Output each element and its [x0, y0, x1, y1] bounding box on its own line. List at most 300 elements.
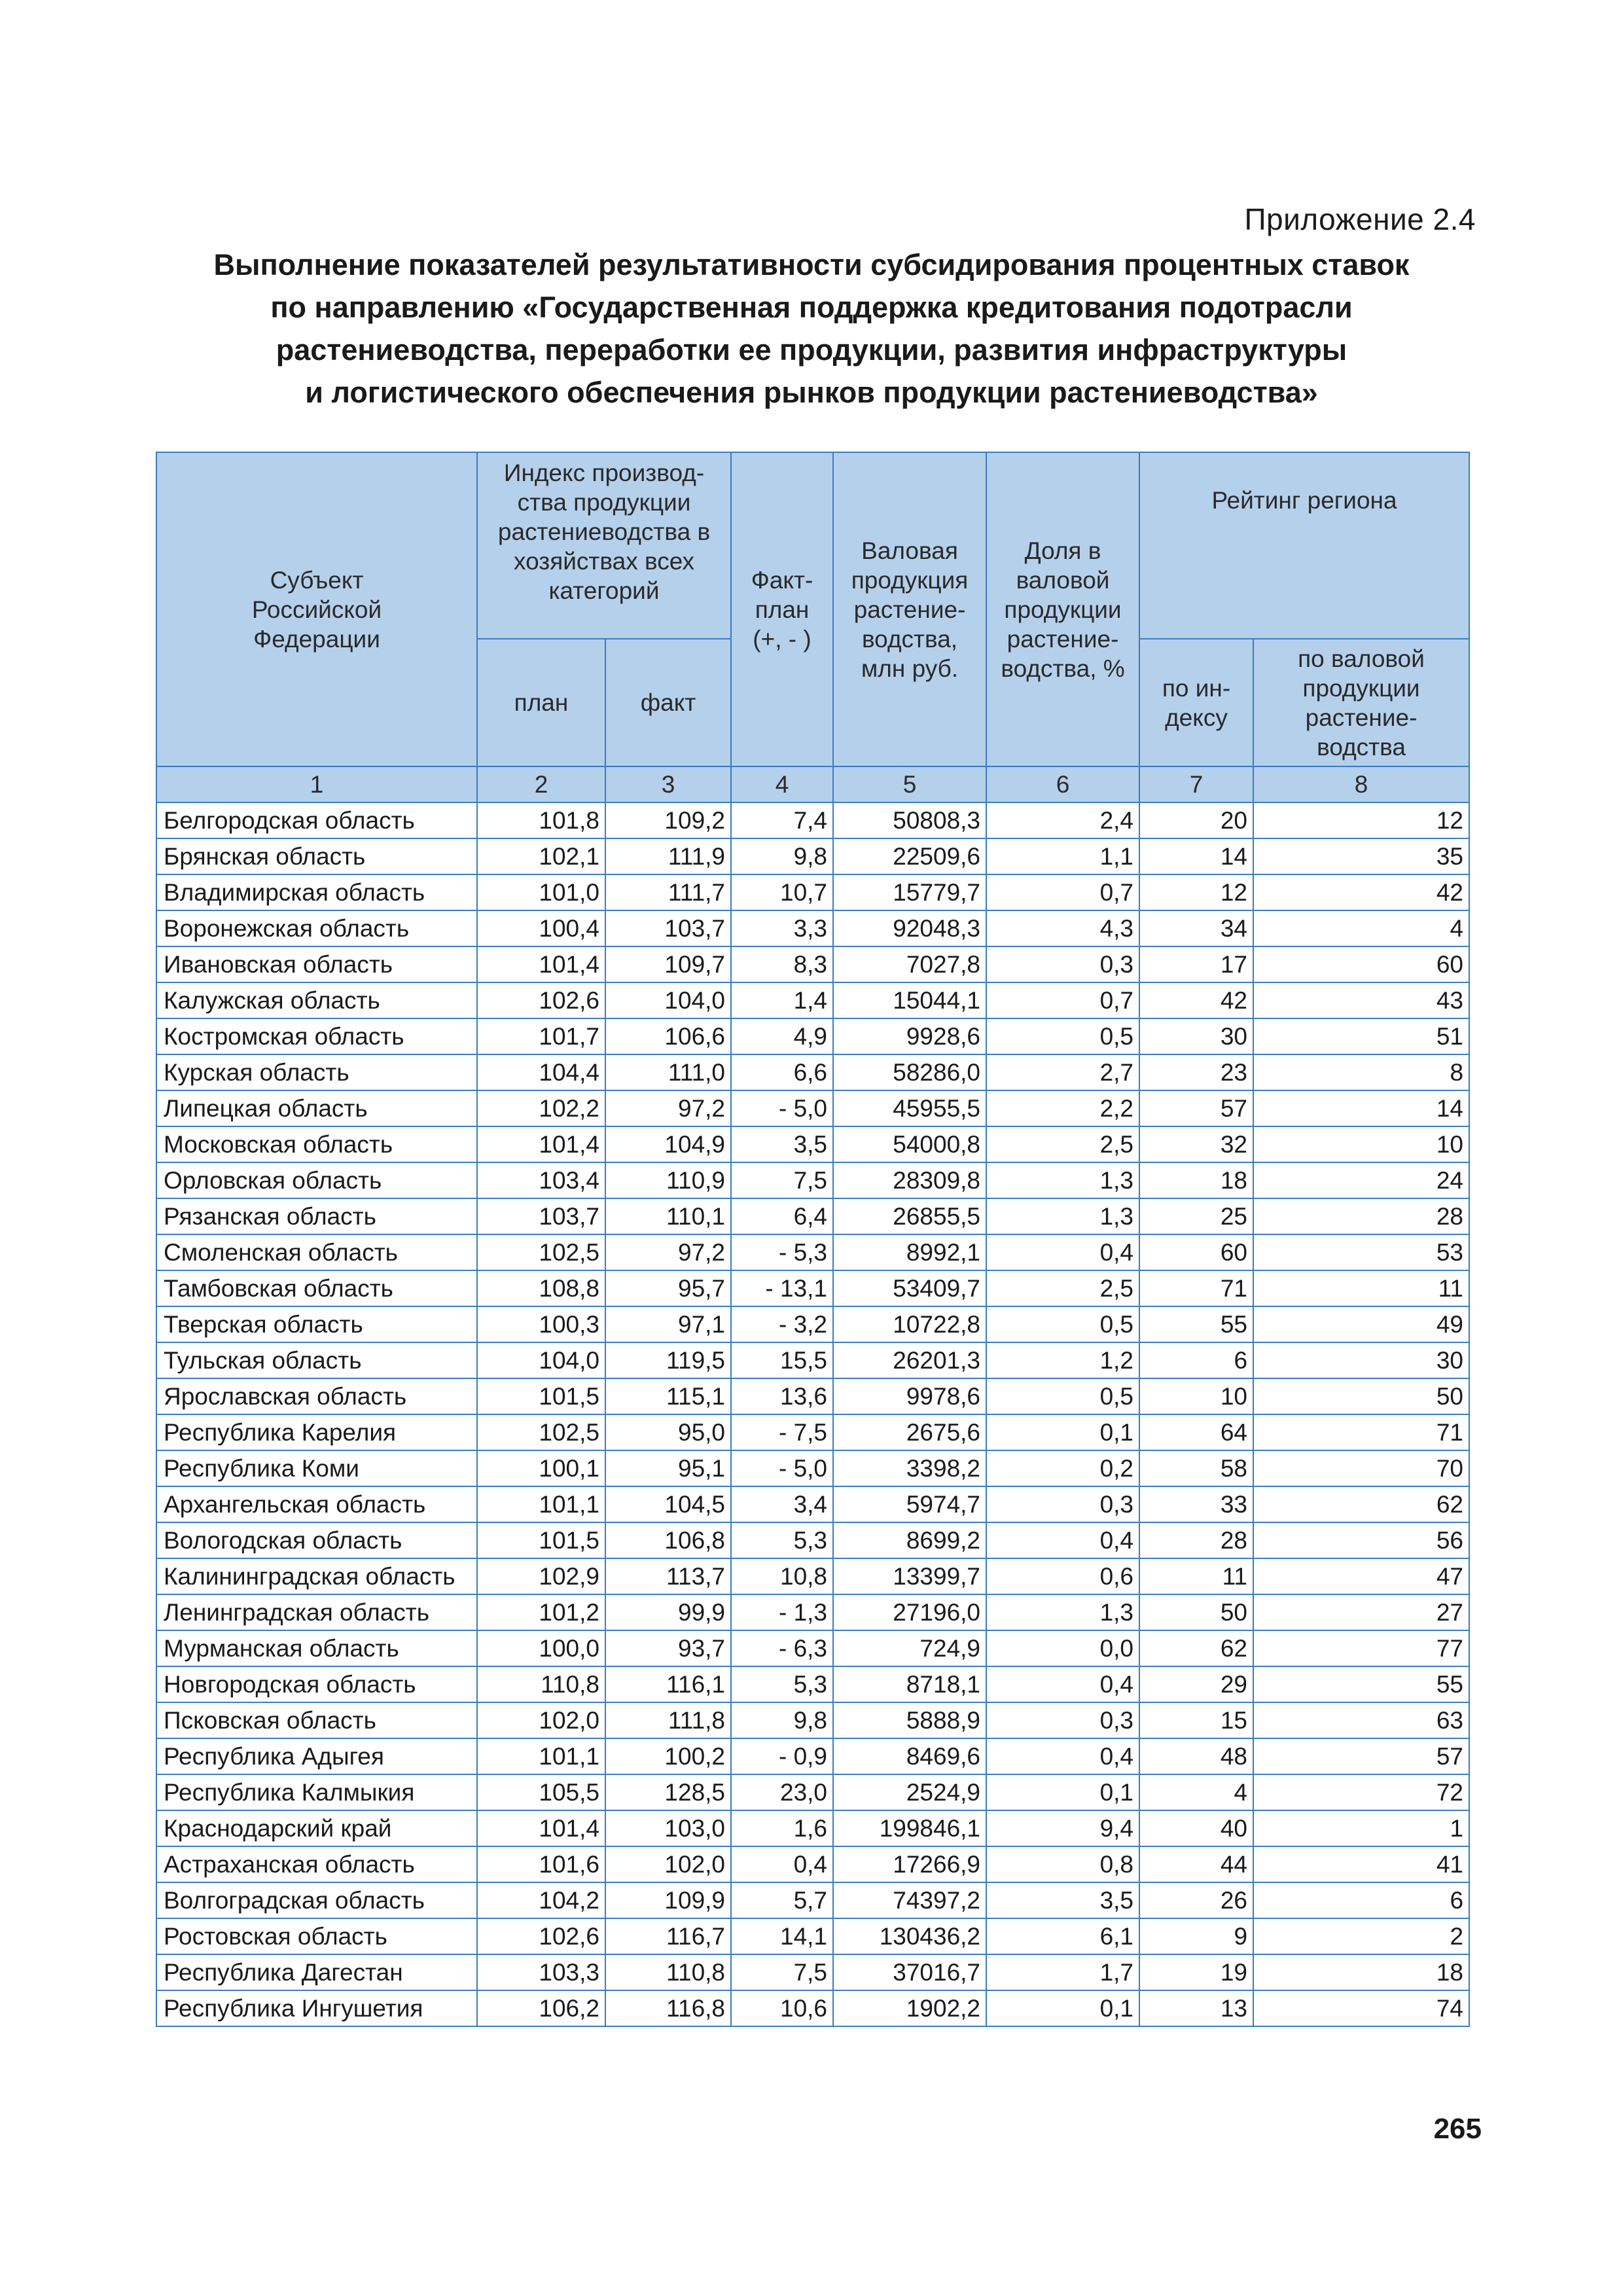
table-cell: 57 [1253, 1738, 1469, 1774]
table-cell: 109,9 [605, 1882, 731, 1918]
table-cell: 0,1 [986, 1774, 1139, 1810]
table-cell: 2,2 [986, 1090, 1139, 1126]
header-fact-plan: Факт- план (+, - ) [731, 452, 833, 766]
table-cell: 42 [1139, 982, 1253, 1018]
table-cell: 15 [1139, 1702, 1253, 1738]
table-cell: 28 [1253, 1198, 1469, 1234]
table-row [156, 1450, 1469, 1486]
table-cell: 8718,1 [833, 1666, 986, 1702]
table-cell: 13 [1139, 1990, 1253, 2026]
table-cell: 32 [1139, 1126, 1253, 1162]
table-cell: 8,3 [731, 946, 833, 982]
region-name-cell: Ивановская область [156, 946, 477, 982]
table-cell: 100,4 [477, 910, 605, 946]
table-cell: 15779,7 [833, 874, 986, 910]
table-cell: 102,5 [477, 1234, 605, 1270]
table-cell: 93,7 [605, 1630, 731, 1666]
table-cell: 40 [1139, 1810, 1253, 1846]
column-number: 7 [1139, 766, 1253, 802]
table-cell: 71 [1253, 1414, 1469, 1450]
table-cell: 8 [1253, 1054, 1469, 1090]
table-cell: 104,5 [605, 1486, 731, 1522]
table-cell: 17 [1139, 946, 1253, 982]
table-cell: 60 [1139, 1234, 1253, 1270]
header-gross-production: Валовая продукция растение- водства, млн руб. [833, 452, 986, 766]
table-cell: 102,0 [477, 1702, 605, 1738]
table-cell: 5,3 [731, 1666, 833, 1702]
table-cell: 0,3 [986, 1486, 1139, 1522]
region-name-cell: Мурманская область [156, 1630, 477, 1666]
table-cell: 103,0 [605, 1810, 731, 1846]
column-number: 2 [477, 766, 605, 802]
table-cell: 62 [1139, 1630, 1253, 1666]
table-cell: 0,5 [986, 1306, 1139, 1342]
table-cell: - 7,5 [731, 1414, 833, 1450]
table-cell: 101,6 [477, 1846, 605, 1882]
table-cell: 0,4 [986, 1738, 1139, 1774]
table-cell: 23 [1139, 1054, 1253, 1090]
table-cell: 111,8 [605, 1702, 731, 1738]
table-cell: 101,5 [477, 1522, 605, 1558]
header-rating-by-index: по ин- дексу [1139, 639, 1253, 766]
table-cell: 74 [1253, 1990, 1469, 2026]
table-cell: 24 [1253, 1162, 1469, 1198]
table-cell: 29 [1139, 1666, 1253, 1702]
table-cell: 97,2 [605, 1234, 731, 1270]
region-name-cell: Вологодская область [156, 1522, 477, 1558]
table-cell: 1,7 [986, 1954, 1139, 1990]
table-cell: 6,4 [731, 1198, 833, 1234]
table-cell: 0,5 [986, 1378, 1139, 1414]
region-name-cell: Московская область [156, 1126, 477, 1162]
table-row [156, 1630, 1469, 1666]
table-cell: 0,4 [986, 1666, 1139, 1702]
region-name-cell: Краснодарский край [156, 1810, 477, 1846]
table-cell: 26 [1139, 1882, 1253, 1918]
table-cell: 101,8 [477, 802, 605, 838]
table-cell: 110,1 [605, 1198, 731, 1234]
table-row [156, 1198, 1469, 1234]
table-cell: 77 [1253, 1630, 1469, 1666]
table-cell: 35 [1253, 838, 1469, 874]
table-cell: 49 [1253, 1306, 1469, 1342]
table-cell: 19 [1139, 1954, 1253, 1990]
table-cell: 1,3 [986, 1162, 1139, 1198]
table-cell: 55 [1253, 1666, 1469, 1702]
table-row [156, 802, 1469, 838]
table-row [156, 1414, 1469, 1450]
table-cell: 14,1 [731, 1918, 833, 1954]
table-cell: 116,8 [605, 1990, 731, 2026]
table-cell: 102,6 [477, 982, 605, 1018]
table-cell: 130436,2 [833, 1918, 986, 1954]
table-cell: - 5,3 [731, 1234, 833, 1270]
table-cell: 1,2 [986, 1342, 1139, 1378]
table-cell: 0,7 [986, 982, 1139, 1018]
table-cell: 1,3 [986, 1198, 1139, 1234]
table-cell: 50 [1253, 1378, 1469, 1414]
table-cell: 110,9 [605, 1162, 731, 1198]
table-cell: 50 [1139, 1594, 1253, 1630]
table-cell: 48 [1139, 1738, 1253, 1774]
table-cell: 724,9 [833, 1630, 986, 1666]
region-name-cell: Владимирская область [156, 874, 477, 910]
results-table [156, 452, 1470, 2027]
table-cell: 2 [1253, 1918, 1469, 1954]
header-fact: факт [605, 639, 731, 766]
table-cell: - 13,1 [731, 1270, 833, 1306]
table-cell: 115,1 [605, 1378, 731, 1414]
table-cell: 101,4 [477, 946, 605, 982]
column-number: 5 [833, 766, 986, 802]
region-name-cell: Республика Ингушетия [156, 1990, 477, 2026]
table-cell: 10 [1139, 1378, 1253, 1414]
table-row [156, 1342, 1469, 1378]
document-title [151, 243, 1472, 414]
region-name-cell: Тамбовская область [156, 1270, 477, 1306]
table-cell: 0,8 [986, 1846, 1139, 1882]
table-row [156, 1882, 1469, 1918]
table-cell: 13,6 [731, 1378, 833, 1414]
table-cell: 2,5 [986, 1126, 1139, 1162]
table-row [156, 1954, 1469, 1990]
table-cell: 109,7 [605, 946, 731, 982]
table-cell: 14 [1139, 838, 1253, 874]
table-cell: 111,0 [605, 1054, 731, 1090]
table-row [156, 1774, 1469, 1810]
table-body [156, 802, 1469, 2026]
table-cell: 106,8 [605, 1522, 731, 1558]
table-row [156, 1558, 1469, 1594]
table-cell: 102,0 [605, 1846, 731, 1882]
table-cell: 0,3 [986, 1702, 1139, 1738]
table-cell: 27 [1253, 1594, 1469, 1630]
table-cell: 3398,2 [833, 1450, 986, 1486]
table-cell: 45955,5 [833, 1090, 986, 1126]
table-cell: 8992,1 [833, 1234, 986, 1270]
table-cell: 7027,8 [833, 946, 986, 982]
table-cell: 104,2 [477, 1882, 605, 1918]
table-cell: 43 [1253, 982, 1469, 1018]
table-row [156, 1090, 1469, 1126]
table-cell: 44 [1139, 1846, 1253, 1882]
table-cell: 106,2 [477, 1990, 605, 2026]
table-cell: 109,2 [605, 802, 731, 838]
table-cell: 22509,6 [833, 838, 986, 874]
table-cell: 1 [1253, 1810, 1469, 1846]
table-row [156, 1306, 1469, 1342]
table-cell: 8469,6 [833, 1738, 986, 1774]
table-cell: 10,6 [731, 1990, 833, 2026]
table-cell: 18 [1139, 1162, 1253, 1198]
table-cell: 101,5 [477, 1378, 605, 1414]
table-cell: 6,1 [986, 1918, 1139, 1954]
table-cell: 53409,7 [833, 1270, 986, 1306]
table-cell: 8699,2 [833, 1522, 986, 1558]
table-cell: 104,9 [605, 1126, 731, 1162]
region-name-cell: Ярославская область [156, 1378, 477, 1414]
table-cell: 5974,7 [833, 1486, 986, 1522]
table-cell: 2675,6 [833, 1414, 986, 1450]
table-cell: 26201,3 [833, 1342, 986, 1378]
appendix-label: Приложение 2.4 [1244, 202, 1476, 236]
column-number: 3 [605, 766, 731, 802]
table-cell: 9,8 [731, 838, 833, 874]
table-cell: 26855,5 [833, 1198, 986, 1234]
table-cell: 18 [1253, 1954, 1469, 1990]
table-cell: 111,7 [605, 874, 731, 910]
table-cell: 102,9 [477, 1558, 605, 1594]
table-cell: 1,1 [986, 838, 1139, 874]
table-cell: - 3,2 [731, 1306, 833, 1342]
table-row [156, 1738, 1469, 1774]
table-row [156, 1126, 1469, 1162]
table-row [156, 1378, 1469, 1414]
table-cell: 9978,6 [833, 1378, 986, 1414]
column-number: 8 [1253, 766, 1469, 802]
table-cell: 104,4 [477, 1054, 605, 1090]
table-cell: 9 [1139, 1918, 1253, 1954]
table-cell: 14 [1253, 1090, 1469, 1126]
table-cell: 20 [1139, 802, 1253, 838]
table-cell: 106,6 [605, 1018, 731, 1054]
region-name-cell: Тверская область [156, 1306, 477, 1342]
table-cell: 103,7 [605, 910, 731, 946]
table-cell: 55 [1139, 1306, 1253, 1342]
table-cell: 0,4 [731, 1846, 833, 1882]
region-name-cell: Брянская область [156, 838, 477, 874]
header-rating-by-gross: по валовой продукции растение- водства [1253, 639, 1469, 766]
table-cell: 113,7 [605, 1558, 731, 1594]
table-cell: 28 [1139, 1522, 1253, 1558]
table-cell: 70 [1253, 1450, 1469, 1486]
column-number: 6 [986, 766, 1139, 802]
region-name-cell: Белгородская область [156, 802, 477, 838]
region-name-cell: Ленинградская область [156, 1594, 477, 1630]
table-row [156, 1594, 1469, 1630]
page-number: 265 [1433, 2113, 1482, 2145]
region-name-cell: Смоленская область [156, 1234, 477, 1270]
table-cell: 12 [1253, 802, 1469, 838]
table-cell: 116,7 [605, 1918, 731, 1954]
table-row [156, 1234, 1469, 1270]
header-plan: план [477, 639, 605, 766]
table-cell: 10,8 [731, 1558, 833, 1594]
table-cell: 101,1 [477, 1486, 605, 1522]
table-cell: 34 [1139, 910, 1253, 946]
table-cell: 1,6 [731, 1810, 833, 1846]
column-number: 1 [156, 766, 477, 802]
region-name-cell: Калужская область [156, 982, 477, 1018]
region-name-cell: Курская область [156, 1054, 477, 1090]
region-name-cell: Костромская область [156, 1018, 477, 1054]
table-cell: 1,3 [986, 1594, 1139, 1630]
table-cell: 101,2 [477, 1594, 605, 1630]
table-cell: 100,0 [477, 1630, 605, 1666]
column-numbers-row [156, 766, 1469, 802]
table-cell: 104,0 [477, 1342, 605, 1378]
table-cell: 7,5 [731, 1162, 833, 1198]
table-cell: 103,7 [477, 1198, 605, 1234]
table-cell: 4 [1253, 910, 1469, 946]
region-name-cell: Калининградская область [156, 1558, 477, 1594]
region-name-cell: Новгородская область [156, 1666, 477, 1702]
table-cell: 2,7 [986, 1054, 1139, 1090]
table-cell: 0,4 [986, 1522, 1139, 1558]
table-cell: 0,4 [986, 1234, 1139, 1270]
title-line: растениеводства, переработки ее продукции, развития инфраструктуры [276, 333, 1347, 367]
header-region-rating: Рейтинг региона [1139, 452, 1469, 639]
table-cell: 100,2 [605, 1738, 731, 1774]
table-cell: - 5,0 [731, 1450, 833, 1486]
table-cell: 58 [1139, 1450, 1253, 1486]
table-cell: 53 [1253, 1234, 1469, 1270]
table-cell: 17266,9 [833, 1846, 986, 1882]
table-cell: 42 [1253, 874, 1469, 910]
region-name-cell: Республика Адыгея [156, 1738, 477, 1774]
table-cell: 9,8 [731, 1702, 833, 1738]
region-name-cell: Воронежская область [156, 910, 477, 946]
table-cell: 7,4 [731, 802, 833, 838]
table-cell: 9928,6 [833, 1018, 986, 1054]
title-line: и логистического обеспечения рынков продукции растениеводства» [305, 376, 1318, 409]
table-cell: 10 [1253, 1126, 1469, 1162]
table-cell: 23,0 [731, 1774, 833, 1810]
table-cell: 2,4 [986, 802, 1139, 838]
header-subject: Субъект Российской Федерации [156, 452, 477, 766]
table-cell: 6 [1253, 1882, 1469, 1918]
table-cell: 101,1 [477, 1738, 605, 1774]
region-name-cell: Республика Коми [156, 1450, 477, 1486]
table-cell: - 6,3 [731, 1630, 833, 1666]
table-row [156, 1810, 1469, 1846]
table-cell: 102,1 [477, 838, 605, 874]
table-cell: 63 [1253, 1702, 1469, 1738]
table-cell: 57 [1139, 1090, 1253, 1126]
table-cell: 41 [1253, 1846, 1469, 1882]
region-name-cell: Волгоградская область [156, 1882, 477, 1918]
table-cell: 47 [1253, 1558, 1469, 1594]
table-cell: - 0,9 [731, 1738, 833, 1774]
table-cell: 0,6 [986, 1558, 1139, 1594]
region-name-cell: Республика Калмыкия [156, 1774, 477, 1810]
table-cell: 3,5 [986, 1882, 1139, 1918]
table-cell: 3,3 [731, 910, 833, 946]
table-cell: 128,5 [605, 1774, 731, 1810]
table-row [156, 1018, 1469, 1054]
table-row [156, 982, 1469, 1018]
table-cell: 103,4 [477, 1162, 605, 1198]
table-cell: 33 [1139, 1486, 1253, 1522]
table-cell: 72 [1253, 1774, 1469, 1810]
table-row [156, 1666, 1469, 1702]
table-cell: 58286,0 [833, 1054, 986, 1090]
table-cell: 10722,8 [833, 1306, 986, 1342]
table-cell: 5888,9 [833, 1702, 986, 1738]
table-cell: 95,7 [605, 1270, 731, 1306]
table-cell: 10,7 [731, 874, 833, 910]
table-cell: 15,5 [731, 1342, 833, 1378]
table-cell: 0,5 [986, 1018, 1139, 1054]
region-name-cell: Республика Дагестан [156, 1954, 477, 1990]
table-cell: 105,5 [477, 1774, 605, 1810]
table-cell: 102,5 [477, 1414, 605, 1450]
table-cell: 6,6 [731, 1054, 833, 1090]
table-cell: 5,3 [731, 1522, 833, 1558]
table-cell: 37016,7 [833, 1954, 986, 1990]
region-name-cell: Рязанская область [156, 1198, 477, 1234]
table-cell: 7,5 [731, 1954, 833, 1990]
table-cell: 13399,7 [833, 1558, 986, 1594]
region-name-cell: Астраханская область [156, 1846, 477, 1882]
table-cell: 116,1 [605, 1666, 731, 1702]
region-name-cell: Липецкая область [156, 1090, 477, 1126]
header-production-index: Индекс производ- ства продукции растениеводства в хозяйствах всех категорий [477, 452, 731, 639]
table-cell: 64 [1139, 1414, 1253, 1450]
table-cell: 0,0 [986, 1630, 1139, 1666]
table-cell: 95,1 [605, 1450, 731, 1486]
table-cell: 71 [1139, 1270, 1253, 1306]
table-row [156, 946, 1469, 982]
table-cell: 11 [1139, 1558, 1253, 1594]
table-row [156, 1846, 1469, 1882]
table-cell: 0,7 [986, 874, 1139, 910]
table-cell: 3,4 [731, 1486, 833, 1522]
table-cell: 54000,8 [833, 1126, 986, 1162]
table-cell: 30 [1253, 1342, 1469, 1378]
table-cell: 100,3 [477, 1306, 605, 1342]
table-cell: 4 [1139, 1774, 1253, 1810]
region-name-cell: Псковская область [156, 1702, 477, 1738]
table-cell: 101,4 [477, 1810, 605, 1846]
table-cell: 9,4 [986, 1810, 1139, 1846]
region-name-cell: Тульская область [156, 1342, 477, 1378]
table-row [156, 1990, 1469, 2026]
table-cell: - 5,0 [731, 1090, 833, 1126]
table-row [156, 910, 1469, 946]
table-cell: 4,3 [986, 910, 1139, 946]
region-name-cell: Ростовская область [156, 1918, 477, 1954]
table-row [156, 874, 1469, 910]
title-line: Выполнение показателей результативности субсидирования процентных ставок [213, 248, 1410, 281]
table-row [156, 1162, 1469, 1198]
table-cell: 12 [1139, 874, 1253, 910]
region-name-cell: Орловская область [156, 1162, 477, 1198]
table-cell: 199846,1 [833, 1810, 986, 1846]
table-row [156, 1702, 1469, 1738]
table-row [156, 1270, 1469, 1306]
table-cell: 102,2 [477, 1090, 605, 1126]
table-cell: 62 [1253, 1486, 1469, 1522]
table-cell: 95,0 [605, 1414, 731, 1450]
column-number: 4 [731, 766, 833, 802]
table-row [156, 838, 1469, 874]
table-cell: 97,2 [605, 1090, 731, 1126]
table-cell: 15044,1 [833, 982, 986, 1018]
table-cell: 97,1 [605, 1306, 731, 1342]
table-cell: 101,4 [477, 1126, 605, 1162]
table-row [156, 1486, 1469, 1522]
table-row [156, 1054, 1469, 1090]
table-cell: 101,0 [477, 874, 605, 910]
table-cell: 60 [1253, 946, 1469, 982]
table-cell: 28309,8 [833, 1162, 986, 1198]
table-cell: 30 [1139, 1018, 1253, 1054]
table-cell: 111,9 [605, 838, 731, 874]
table-cell: 0,3 [986, 946, 1139, 982]
header-share: Доля в валовой продукции растение- водства, % [986, 452, 1139, 766]
table-cell: - 1,3 [731, 1594, 833, 1630]
